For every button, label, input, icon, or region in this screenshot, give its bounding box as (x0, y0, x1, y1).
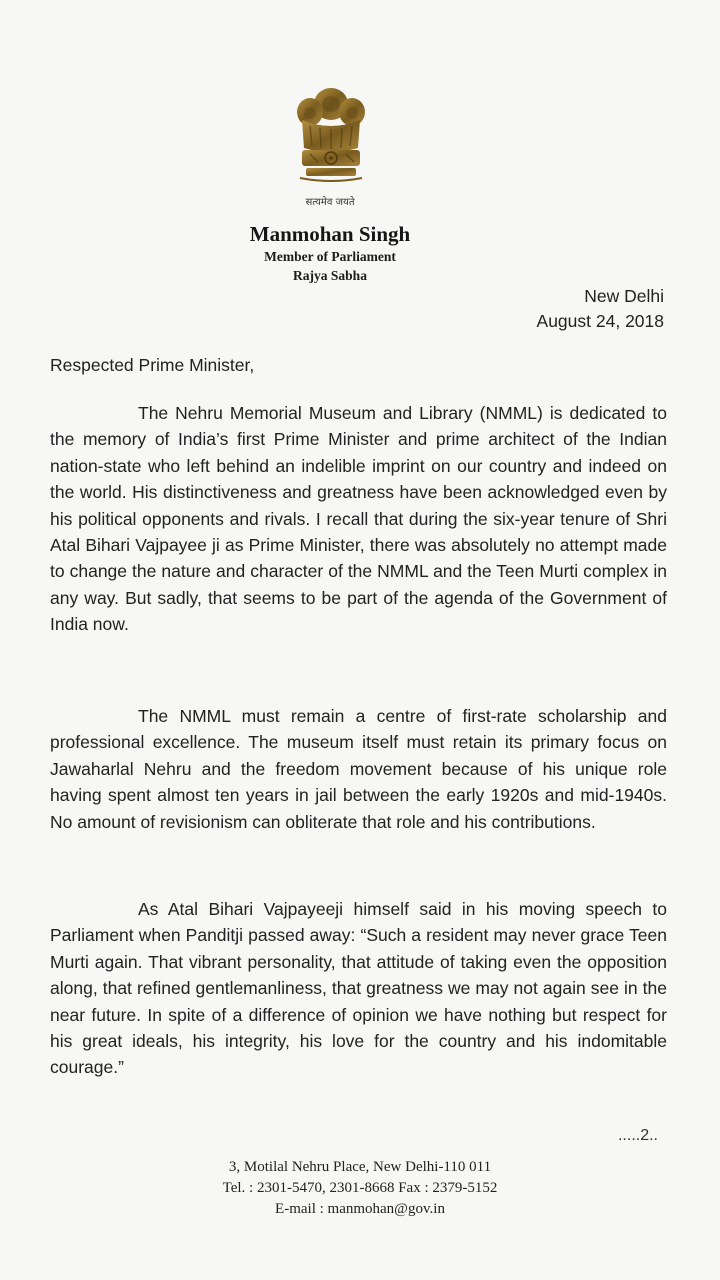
footer-address: 3, Motilal Nehru Place, New Delhi-110 011 (228, 1159, 492, 1175)
sender-name: Manmohan Singh (249, 222, 411, 246)
letter-place: New Delhi (584, 286, 664, 306)
emblem-motto: सत्यमेव जयते (305, 197, 355, 208)
letter-date: August 24, 2018 (536, 311, 664, 331)
body-paragraph-1: The Nehru Memorial Museum and Library (NMML) is dedicated to the memory of India’s first Prime Minister and prime architect of the Indian nation-state who left behind an indelible imprint on our country and indeed on the world. His distinctiveness and greatness have been acknowledged even by his political opponents and rivals. I recall that during the six-year tenure of Shri Atal Bihari Vajpayee ji as Prime Minister, there was absolutely no attempt made to change the nature and character of the NMML and the Teen Murti complex in any way. But sadly, that seems to be part of the agenda of the Government of India now. (50, 403, 667, 635)
body-paragraph-2: The NMML must remain a centre of first-rate scholarship and professional excellence. The museum itself must retain its primary focus on Jawaharlal Nehru and the freedom movement because of his unique role having spent almost ten years in jail between the early 1920s and mid-1940s. No amount of revisionism can obliterate that role and his contributions. (50, 706, 667, 832)
salutation: Respected Prime Minister, (50, 355, 255, 375)
footer-phones: Tel. : 2301-5470, 2301-8668 Fax : 2379-5152 (222, 1180, 498, 1196)
footer-email: E-mail : manmohan@gov.in (275, 1201, 445, 1217)
sender-house: Rajya Sabha (293, 268, 367, 283)
sender-designation: Member of Parliament (264, 249, 396, 264)
place-date-block (537, 284, 664, 334)
national-emblem-icon (288, 82, 374, 194)
letterhead-footer (110, 1157, 610, 1220)
page-continuation-marker: .....2.. (617, 1127, 658, 1144)
body-paragraph-3: As Atal Bihari Vajpayeeji himself said in his moving speech to Parliament when Panditji passed away: “Such a resident may never grace Teen Murti again. That vibrant personality, that attitude of taking even the opposition along, that refined gentlemanliness, that greatness we may not again see in the near future. In spite of a difference of opinion we have nothing but respect for his great ideals, his integrity, his love for the country and his indomitable courage.” (50, 899, 667, 1078)
